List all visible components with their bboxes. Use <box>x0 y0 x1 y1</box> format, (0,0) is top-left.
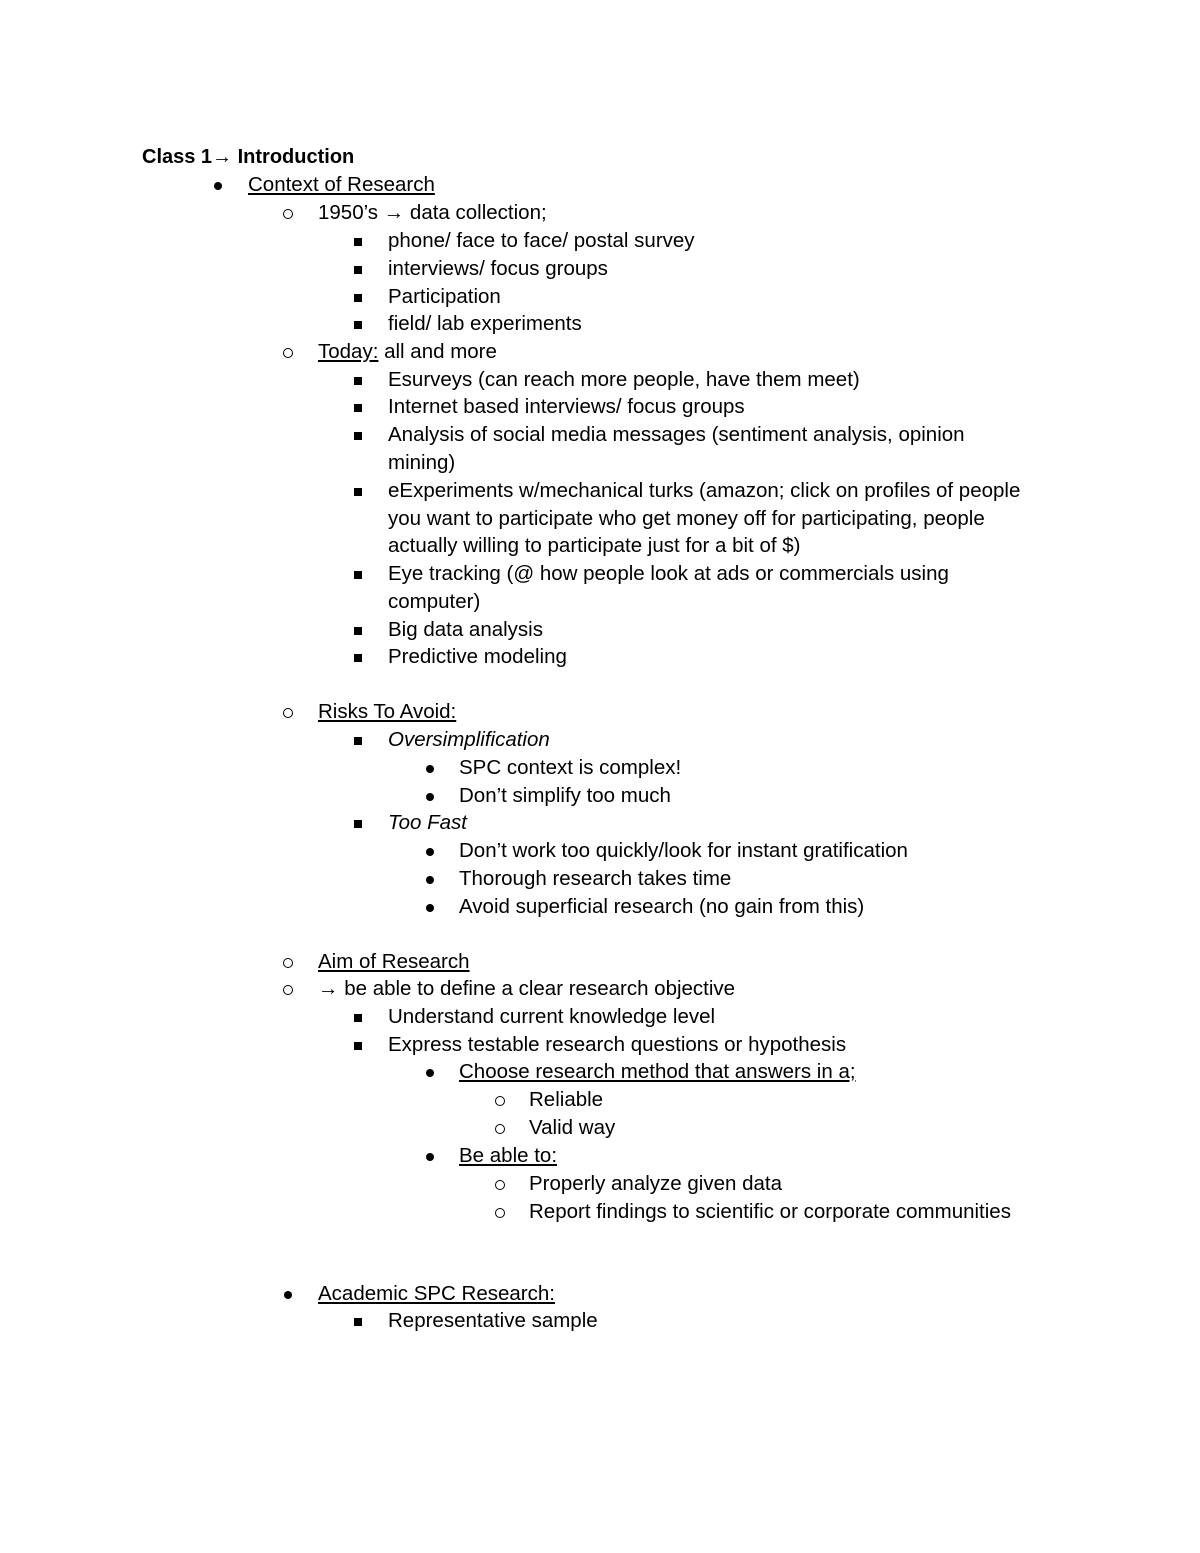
square-bullet-icon <box>354 737 362 745</box>
page-title: Class 1→ Introduction <box>142 146 355 168</box>
square-bullet-icon <box>354 654 362 662</box>
list-item-label: field/ lab experiments <box>388 312 582 335</box>
list-item-label: Big data analysis <box>388 618 543 641</box>
list-item-label: Don’t work too quickly/look for instant gratification <box>459 839 908 862</box>
section-heading-risks: Risks To Avoid: <box>318 700 457 723</box>
list-item <box>529 1115 615 1141</box>
circle-bullet-icon <box>495 1180 505 1190</box>
square-bullet-icon <box>354 432 362 440</box>
list-item <box>388 367 860 393</box>
disc-bullet-icon <box>426 793 434 801</box>
list-item-label: Predictive modeling <box>388 645 567 668</box>
circle-bullet-icon <box>495 1124 505 1134</box>
square-bullet-icon <box>354 321 362 329</box>
circle-bullet-icon <box>283 985 293 995</box>
list-item-label: Oversimplification <box>388 728 550 751</box>
list-item <box>388 256 608 282</box>
disc-bullet-icon <box>426 1153 434 1161</box>
list-item-label: 1950’s → data collection; <box>318 201 547 224</box>
square-bullet-icon <box>354 820 362 828</box>
list-item-risks <box>318 699 456 725</box>
disc-bullet-icon <box>426 876 434 884</box>
circle-bullet-icon <box>495 1096 505 1106</box>
list-item-continuation: you want to participate who get money off for participating, people <box>388 507 985 530</box>
disc-bullet-icon <box>214 182 222 190</box>
square-bullet-icon <box>354 571 362 579</box>
circle-bullet-icon <box>283 209 293 219</box>
list-item-label: Analysis of social media messages (sentiment analysis, opinion <box>388 423 965 446</box>
disc-bullet-icon <box>426 848 434 856</box>
list-item-label: Don’t simplify too much <box>459 784 671 807</box>
square-bullet-icon <box>354 404 362 412</box>
list-item-continuation: computer) <box>388 590 481 613</box>
list-item <box>529 1199 1011 1225</box>
list-item-eexperiments <box>388 478 1020 504</box>
list-item-label: → be able to define a clear research objective <box>318 977 736 1000</box>
circle-bullet-icon <box>283 348 293 358</box>
list-item-label: Avoid superficial research (no gain from this) <box>459 895 865 918</box>
list-item-label: interviews/ focus groups <box>388 257 608 280</box>
list-item-label: Esurveys (can reach more people, have them meet) <box>388 368 860 391</box>
list-item-label: SPC context is complex! <box>459 756 682 779</box>
list-item <box>459 783 671 809</box>
list-item-continuation: actually willing to participate just for a bit of $) <box>388 534 801 557</box>
list-item-eye-tracking <box>388 561 949 587</box>
list-item-label: Valid way <box>529 1116 616 1139</box>
list-item <box>529 1087 603 1113</box>
list-item-label: Internet based interviews/ focus groups <box>388 395 745 418</box>
list-item <box>388 644 567 670</box>
list-item <box>459 894 864 920</box>
circle-bullet-icon <box>283 708 293 718</box>
square-bullet-icon <box>354 266 362 274</box>
list-item-label: Too Fast <box>388 811 468 834</box>
list-item-label: Participation <box>388 285 501 308</box>
list-item <box>388 1308 598 1334</box>
section-heading-academic: Academic SPC Research: <box>318 1282 555 1305</box>
circle-bullet-icon <box>283 958 293 968</box>
list-item <box>529 1171 782 1197</box>
list-item <box>388 617 543 643</box>
list-item-1950s <box>318 200 547 226</box>
section-heading-context: Context of Research <box>248 173 435 196</box>
list-item-be-able <box>459 1143 557 1169</box>
today-label: Today: <box>318 340 379 363</box>
list-item-continuation: mining) <box>388 451 456 474</box>
square-bullet-icon <box>354 1014 362 1022</box>
disc-bullet-icon <box>426 765 434 773</box>
list-item-label: Reliable <box>529 1088 604 1111</box>
section-heading-aim: Aim of Research <box>318 950 470 973</box>
list-item-label: Representative sample <box>388 1309 598 1332</box>
list-item-label: phone/ face to face/ postal survey <box>388 229 695 252</box>
list-item <box>388 1032 846 1058</box>
list-item <box>459 866 731 892</box>
list-item-context <box>248 172 435 198</box>
square-bullet-icon <box>354 488 362 496</box>
disc-bullet-icon <box>426 904 434 912</box>
list-item-label: Properly analyze given data <box>529 1172 782 1195</box>
list-item-choose <box>459 1059 856 1085</box>
list-item-label: Understand current knowledge level <box>388 1005 716 1028</box>
list-item <box>459 755 681 781</box>
list-item-too-fast <box>388 810 467 836</box>
list-item-label: Express testable research questions or hypothesis <box>388 1033 847 1056</box>
list-item <box>388 311 582 337</box>
today-rest: all and more <box>378 340 497 363</box>
list-item-label: eExperiments w/mechanical turks (amazon; click on profiles of people <box>388 479 1021 502</box>
square-bullet-icon <box>354 1042 362 1050</box>
square-bullet-icon <box>354 627 362 635</box>
list-item <box>388 284 501 310</box>
square-bullet-icon <box>354 1318 362 1326</box>
list-item-label: Choose research method that answers in a; <box>459 1060 856 1083</box>
square-bullet-icon <box>354 377 362 385</box>
list-item-analysis <box>388 422 965 448</box>
list-item-oversimplification <box>388 727 550 753</box>
list-item <box>388 1004 715 1030</box>
list-item-label: Be able to: <box>459 1144 558 1167</box>
list-item <box>388 394 745 420</box>
disc-bullet-icon <box>284 1291 292 1299</box>
disc-bullet-icon <box>426 1069 434 1077</box>
square-bullet-icon <box>354 294 362 302</box>
list-item-today <box>318 339 497 365</box>
list-item-label: Report findings to scientific or corporate communities <box>529 1200 1011 1223</box>
list-item-aim <box>318 949 470 975</box>
circle-bullet-icon <box>495 1208 505 1218</box>
list-item <box>459 838 908 864</box>
list-item-label: Thorough research takes time <box>459 867 732 890</box>
list-item-aim-objective <box>318 976 735 1002</box>
square-bullet-icon <box>354 238 362 246</box>
list-item-academic <box>318 1281 555 1307</box>
list-item-label: Eye tracking (@ how people look at ads or commercials using <box>388 562 949 585</box>
list-item <box>388 228 695 254</box>
